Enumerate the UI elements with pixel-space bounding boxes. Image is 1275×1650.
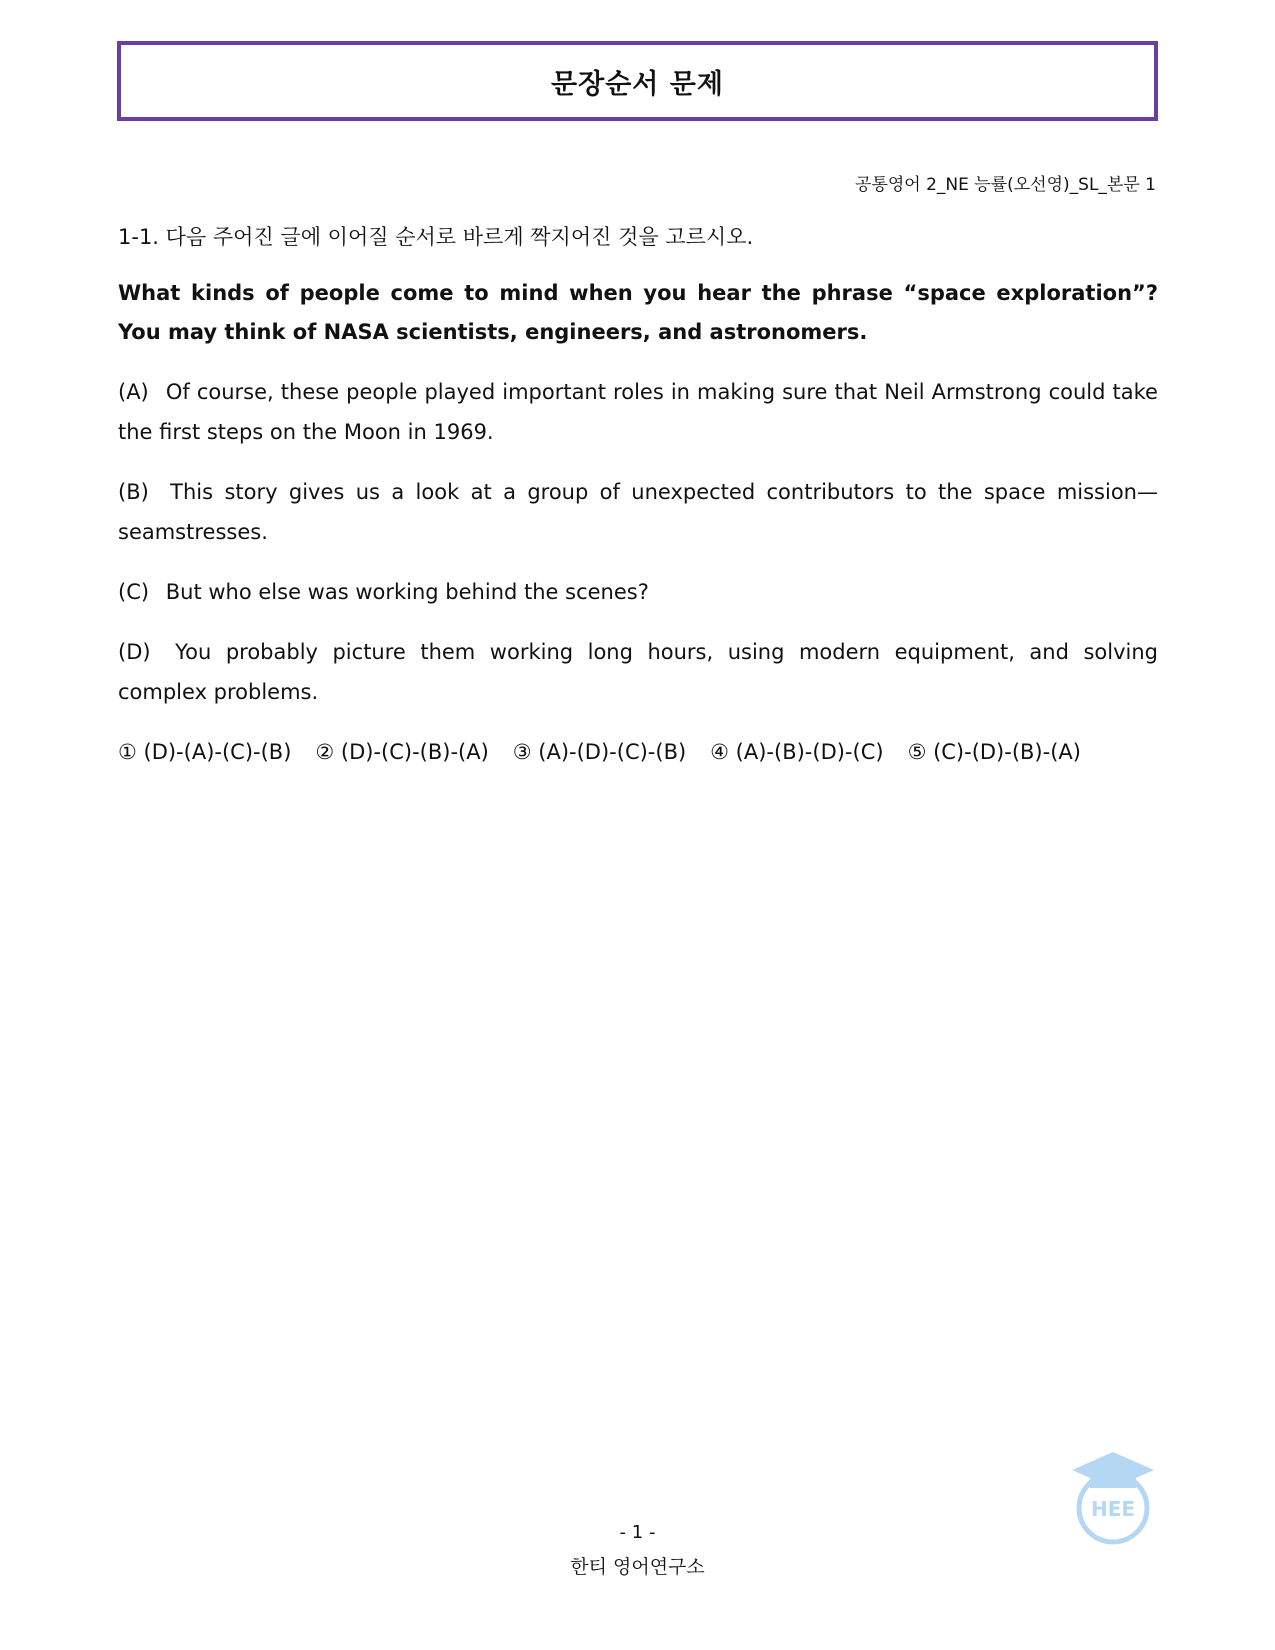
title-box: [117, 41, 1158, 121]
answer-choices: [118, 736, 1158, 768]
page-number: - 1 -: [619, 1522, 656, 1543]
answer-choice-1[interactable]: ① (D)-(A)-(C)-(B): [118, 740, 292, 764]
paragraph-c: [118, 572, 1158, 612]
paragraph-label: (D): [118, 640, 151, 664]
source-label: 공통영어 2_NE 능률(오선영)_SL_본문 1: [855, 175, 1156, 195]
paragraph-text: This story gives us a look at a group of unexpected contributors to the space mission—seamstresses.: [118, 480, 1158, 544]
paragraph-label: (C): [118, 580, 150, 604]
question-instruction: 1-1. 다음 주어진 글에 이어질 순서로 바르게 짝지어진 것을 고르시오.: [118, 225, 754, 249]
answer-choice-5[interactable]: ⑤ (C)-(D)-(B)-(A): [907, 740, 1081, 764]
paragraph-text: But who else was working behind the scenes?: [165, 580, 649, 604]
question-block: [118, 222, 1158, 768]
page-title: 문장순서 문제: [551, 68, 724, 100]
paragraph-b: [118, 472, 1158, 552]
paragraph-text: You probably picture them working long hours, using modern equipment, and solving complex problems.: [118, 640, 1158, 704]
given-passage: What kinds of people come to mind when you hear the phrase “space exploration”? You may think of NASA scientists, engineers, and astronomers.: [118, 281, 1158, 344]
paragraph-text: Of course, these people played important roles in making sure that Neil Armstrong could take the first steps on the Moon in 1969.: [118, 380, 1158, 444]
answer-choice-3[interactable]: ③ (A)-(D)-(C)-(B): [512, 740, 687, 764]
answer-choice-2[interactable]: ② (D)-(C)-(B)-(A): [315, 740, 489, 764]
hee-logo: [1070, 1450, 1156, 1545]
organization-name: 한티 영어연구소: [570, 1556, 705, 1578]
logo-text: HEE: [1090, 1497, 1136, 1521]
paragraph-label: (B): [118, 480, 149, 504]
paragraph-d: [118, 632, 1158, 712]
paragraph-a: [118, 372, 1158, 452]
answer-choice-4[interactable]: ④ (A)-(B)-(D)-(C): [710, 740, 884, 764]
paragraph-label: (A): [118, 380, 149, 404]
